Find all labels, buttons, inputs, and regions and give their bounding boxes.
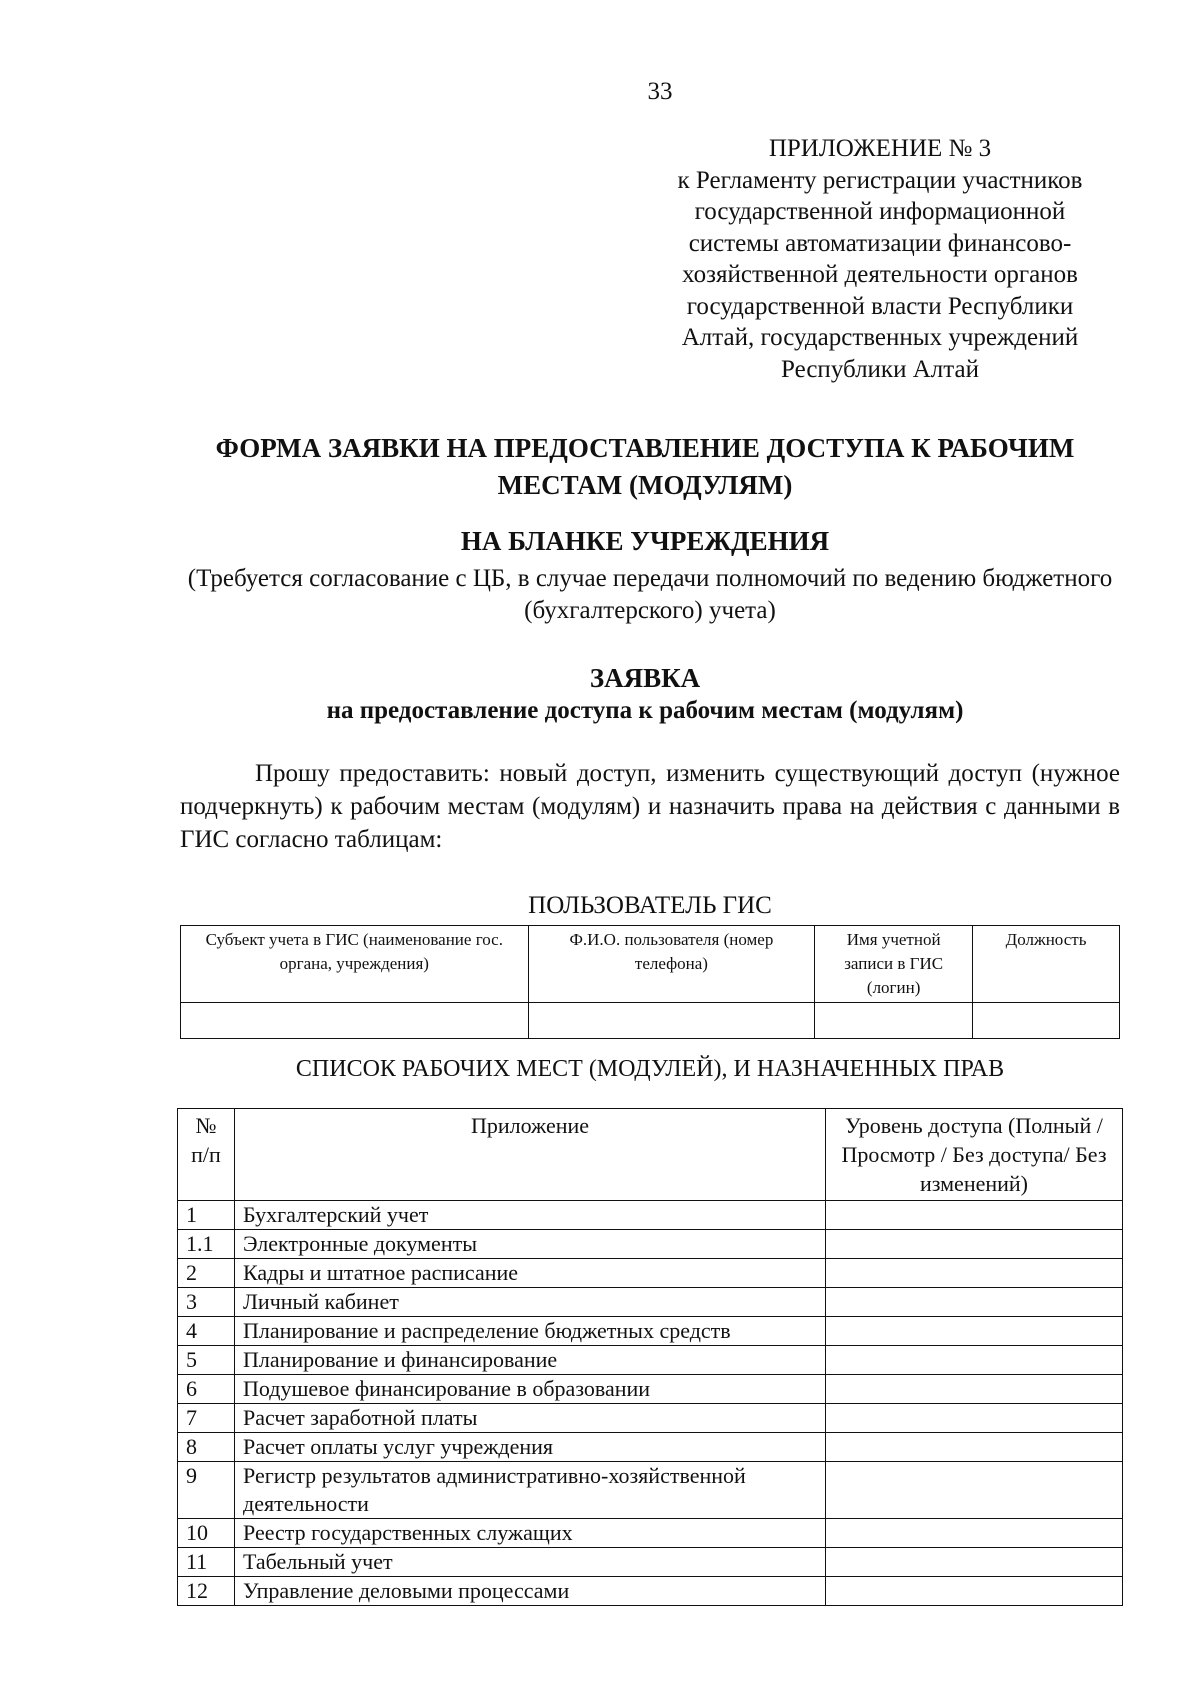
blank-note: (Требуется согласование с ЦБ, в случае передачи полномочий по ведению бюджетного (бухгалтерского) учета) xyxy=(187,565,1113,624)
table-row xyxy=(178,1201,1123,1230)
row-app: Кадры и штатное расписание xyxy=(235,1259,826,1288)
fio-cell[interactable] xyxy=(528,1003,815,1039)
table-row xyxy=(178,1230,1123,1259)
table-row xyxy=(178,1317,1123,1346)
modules-table xyxy=(177,1108,1123,1606)
table-row xyxy=(178,1462,1123,1519)
access-level-cell[interactable] xyxy=(826,1375,1123,1404)
table-row xyxy=(178,1577,1123,1606)
table-row xyxy=(178,1346,1123,1375)
table-row xyxy=(178,1375,1123,1404)
appendix-block xyxy=(640,133,1120,385)
login-cell[interactable] xyxy=(815,1003,973,1039)
form-title: ФОРМА ЗАЯВКИ НА ПРЕДОСТАВЛЕНИЕ ДОСТУПА К РАБОЧИМ МЕСТАМ (МОДУЛЯМ) xyxy=(215,433,1075,500)
users-header-position: Должность xyxy=(973,926,1120,1003)
appendix-line: Республики Алтай xyxy=(781,355,979,383)
access-level-cell[interactable] xyxy=(826,1317,1123,1346)
table-row xyxy=(178,1404,1123,1433)
access-level-cell[interactable] xyxy=(826,1519,1123,1548)
zayavka-title: ЗАЯВКА xyxy=(589,663,701,693)
row-num: 5 xyxy=(178,1346,235,1375)
row-app: Табельный учет xyxy=(235,1548,826,1577)
access-level-cell[interactable] xyxy=(826,1404,1123,1433)
row-app: Управление деловыми процессами xyxy=(235,1577,826,1606)
access-level-cell[interactable] xyxy=(826,1201,1123,1230)
appendix-line: государственной власти Республики xyxy=(686,292,1074,320)
row-num: 4 xyxy=(178,1317,235,1346)
appendix-line: хозяйственной деятельности органов xyxy=(682,261,1078,288)
table-row xyxy=(178,1548,1123,1577)
row-num: 10 xyxy=(178,1519,235,1548)
page-number: 33 xyxy=(647,78,673,105)
table-row xyxy=(178,1259,1123,1288)
row-app: Планирование и распределение бюджетных средств xyxy=(235,1317,826,1346)
modules-header-app: Приложение xyxy=(235,1109,826,1201)
subject-cell[interactable] xyxy=(181,1003,529,1039)
table-row xyxy=(178,1519,1123,1548)
modules-table-header-row xyxy=(178,1109,1123,1201)
row-app: Личный кабинет xyxy=(235,1288,826,1317)
row-app: Планирование и финансирование xyxy=(235,1346,826,1375)
row-app: Бухгалтерский учет xyxy=(235,1201,826,1230)
blank-title: НА БЛАНКЕ УЧРЕЖДЕНИЯ xyxy=(460,526,830,556)
appendix-line: системы автоматизации финансово- xyxy=(688,229,1072,257)
request-text: Прошу предоставить: новый доступ, изменить существующий доступ (нужное подчеркнуть) к рабочим местам (модулям) и назначить права на действия с данными в ГИС согласно таблицам: xyxy=(180,760,1120,853)
row-app: Регистр результатов административно-хозяйственной деятельности xyxy=(235,1462,826,1519)
appendix-title: ПРИЛОЖЕНИЕ № 3 xyxy=(768,135,992,162)
appendix-line: к Регламенту регистрации участников xyxy=(677,166,1083,194)
access-level-cell[interactable] xyxy=(826,1259,1123,1288)
row-num: 9 xyxy=(178,1462,235,1519)
row-num: 12 xyxy=(178,1577,235,1606)
row-app: Реестр государственных служащих xyxy=(235,1519,826,1548)
table-row xyxy=(178,1433,1123,1462)
position-cell[interactable] xyxy=(973,1003,1120,1039)
users-table-entry-row xyxy=(181,1003,1120,1039)
table-row xyxy=(178,1288,1123,1317)
access-level-cell[interactable] xyxy=(826,1288,1123,1317)
row-num: 3 xyxy=(178,1288,235,1317)
access-level-cell[interactable] xyxy=(826,1346,1123,1375)
modules-table-caption: СПИСОК РАБОЧИХ МЕСТ (МОДУЛЕЙ), И НАЗНАЧЕННЫХ ПРАВ xyxy=(295,1056,1005,1082)
zayavka-subtitle: на предоставление доступа к рабочим местам (модулям) xyxy=(326,697,964,724)
access-level-cell[interactable] xyxy=(826,1230,1123,1259)
row-app: Расчет заработной платы xyxy=(235,1404,826,1433)
row-app: Электронные документы xyxy=(235,1230,826,1259)
row-num: 1 xyxy=(178,1201,235,1230)
row-num: 1.1 xyxy=(178,1230,235,1259)
users-header-subject: Субъект учета в ГИС (наименование гос. органа, учреждения) xyxy=(181,926,529,1003)
modules-header-level: Уровень доступа (Полный / Просмотр / Без доступа/ Без изменений) xyxy=(826,1109,1123,1201)
appendix-line: Алтай, государственных учреждений xyxy=(681,324,1079,351)
access-level-cell[interactable] xyxy=(826,1577,1123,1606)
access-level-cell[interactable] xyxy=(826,1433,1123,1462)
users-table-caption: ПОЛЬЗОВАТЕЛЬ ГИС xyxy=(528,892,772,919)
access-level-cell[interactable] xyxy=(826,1548,1123,1577)
request-paragraph xyxy=(180,757,1120,856)
row-num: 7 xyxy=(178,1404,235,1433)
row-num: 8 xyxy=(178,1433,235,1462)
appendix-line: государственной информационной xyxy=(694,198,1066,225)
row-app: Расчет оплаты услуг учреждения xyxy=(235,1433,826,1462)
users-table xyxy=(180,925,1120,1039)
row-num: 2 xyxy=(178,1259,235,1288)
users-header-fio: Ф.И.О. пользователя (номер телефона) xyxy=(528,926,815,1003)
users-table-header-row xyxy=(181,926,1120,1003)
modules-header-num: № п/п xyxy=(178,1109,235,1201)
access-level-cell[interactable] xyxy=(826,1462,1123,1519)
users-header-login: Имя учетной записи в ГИС (логин) xyxy=(815,926,973,1003)
row-num: 6 xyxy=(178,1375,235,1404)
row-app: Подушевое финансирование в образовании xyxy=(235,1375,826,1404)
row-num: 11 xyxy=(178,1548,235,1577)
